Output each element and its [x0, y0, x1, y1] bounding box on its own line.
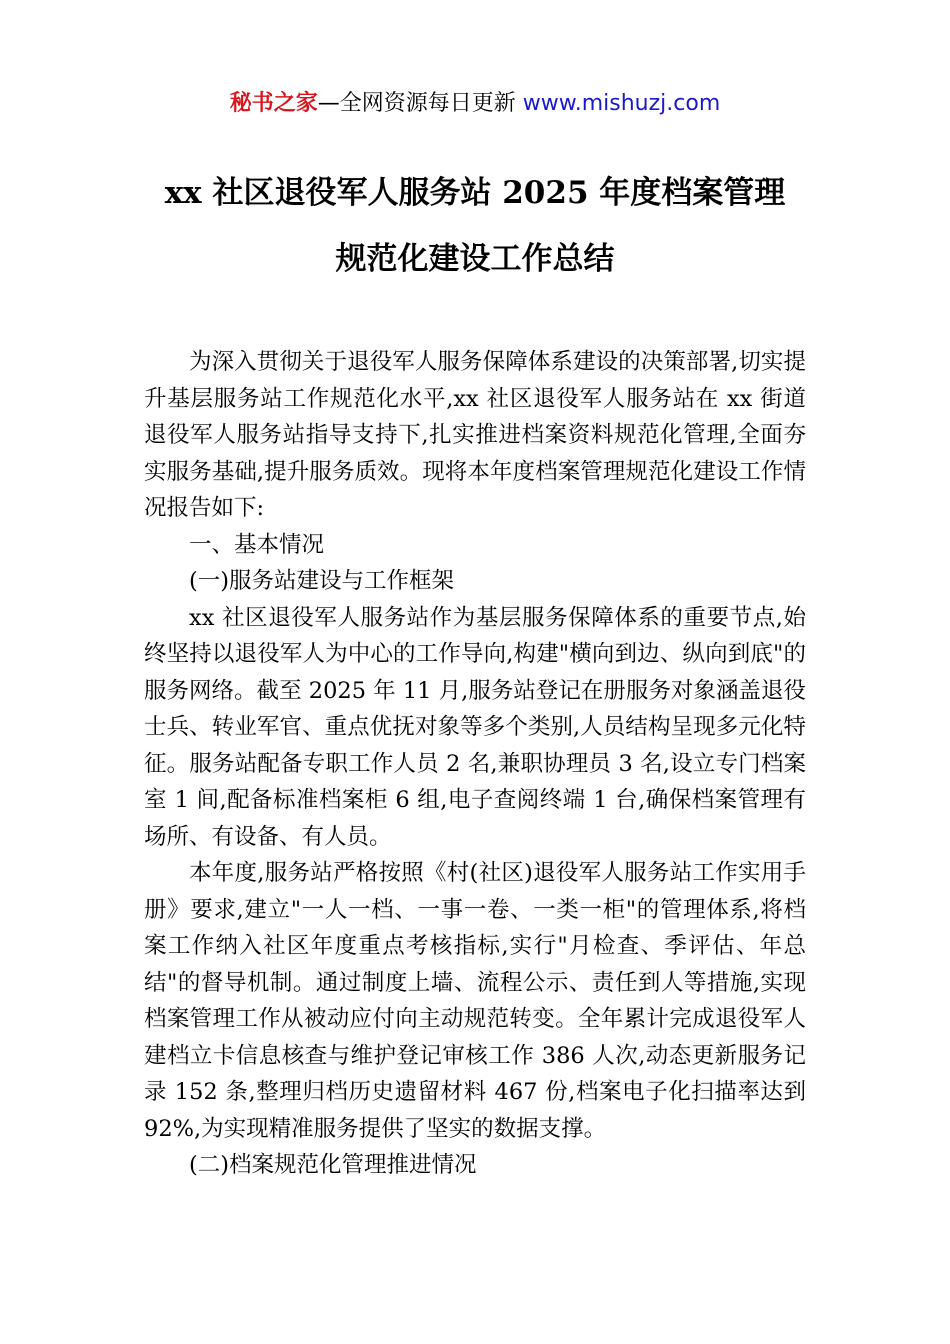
body-paragraph-2: 本年度,服务站严格按照《村(社区)退役军人服务站工作实用手册》要求,建立"一人一档、一事一卷、一类一柜"的管理体系,将档案工作纳入社区年度重点考核指标,实行"月检查、季评估、年总结"的督导机制。通过制度上墙、流程公示、责任到人等措施,实现档案管理工作从被动应付向主动规范转变。全年累计完成退役军人建档立卡信息核查与维护登记审核工作 386 人次,动态更新服务记录 152 条,整理归档历史遗留材料 467 份,档案电子化扫描率达到 92%,为实现精准服务提供了坚实的数据支撑。	[144, 860, 806, 1142]
site-header	[0, 88, 950, 120]
site-url[interactable]: www.mishuzj.com	[522, 91, 721, 116]
title-line-1: xx 社区退役军人服务站 2025 年度档案管理	[164, 175, 786, 211]
document-body	[144, 344, 806, 1184]
brand-name: 秘书之家	[229, 91, 318, 116]
body-paragraph-1: xx 社区退役军人服务站作为基层服务保障体系的重要节点,始终坚持以退役军人为中心的工作导向,构建"横向到边、纵向到底"的服务网络。截至 2025 年 11 月,服务站登记在册服务对象涵盖退役士兵、转业军官、重点优抚对象等多个类别,人员结构呈现多元化特征。服务站配备专职工作人员 2 名,兼职协理员 3 名,设立专门档案室 1 间,配备标准档案柜 6 组,电子查阅终端 1 台,确保档案管理有场所、有设备、有人员。	[144, 604, 806, 850]
header-slogan: —全网资源每日更新	[317, 91, 523, 116]
intro-paragraph: 为深入贯彻关于退役军人服务保障体系建设的决策部署,切实提升基层服务站工作规范化水平,xx 社区退役军人服务站在 xx 街道退役军人服务站指导支持下,扎实推进档案资料规范化管理,全面夯实服务基础,提升服务质效。现将本年度档案管理规范化建设工作情况报告如下:	[144, 349, 806, 521]
subsection-heading-2: (二)档案规范化管理推进情况	[189, 1152, 477, 1178]
subsection-heading-1: (一)服务站建设与工作框架	[189, 568, 455, 594]
section-heading-1: 一、基本情况	[189, 531, 325, 558]
title-line-2: 规范化建设工作总结	[335, 241, 615, 277]
document-title	[120, 160, 830, 292]
